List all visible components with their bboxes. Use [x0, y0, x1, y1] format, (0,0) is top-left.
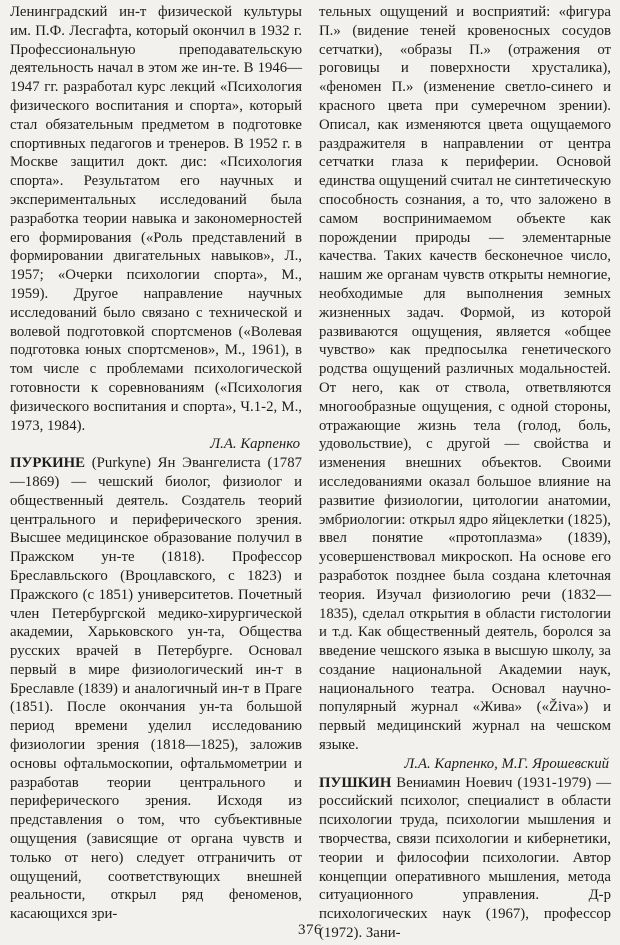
paragraph-continuation: Ленинградский ин-т физической культуры им. П.Ф. Лесгафта, который окончил в 1932 г. Профессиональную преподавательскую деятельность начал в этом же ин-те. В 1946—1947 гг. разработал курс лекций «Психология физического воспитания и спорта», который стал обязательным предметом в подготовке спортивных педагогов и тренеров. В 1952 г. в Москве защитил докт. дис: «Психология спорта». Результатом его научных и экспериментальных исследований была разработка теории навыка и закономерностей его формирования («Роль представлений в формировании двигательных навыков», Л., 1957; «Очерки психологии спорта», М., 1959). Другое направление научных исследований было связано с технической и волевой подготовкой спортсменов («Волевая подготовка юных спортсменов», М., 1961), в том числе с проблемами психологической готовности к соревнованиям («Психология физического воспитания и спорта», Ч.1-2, М., 1973, 1984).: [10, 4, 302, 434]
entry-body: Вениамин Ноевич (1931-1979) — российский психолог, специалист в области психологии труда, психологии мышления и творчества, связи психологии и кибернетики, теории и философии психологии. Автор концепции оперативного мышления, метода ситуационного управления. Д-р психологических наук (1967), профессор (1972). Зани-: [319, 774, 611, 942]
entry-headword: ПУРКИНЕ: [10, 455, 86, 472]
column-right: [319, 3, 611, 943]
entry-body: (Purkyne) Ян Эвангелиста (1787—1869) — чешский биолог, физиолог и общественный деятель. Создатель теорий центрального и периферического зрения. Высшее медицинское образование получил в Пражском ун-те (1818). Профессор Бреславльского (Вроцлавского, с 1823) и Пражского (с 1851) университетов. Почетный член Петербургской медико-хирургической академии, Харьковского ун-та, Общества русских врачей в Петербурге. Основал первый в мире физиологический ин-т в Бреславле (1839) и аналогичный ин-т в Праге (1851). После окончания ун-та большой период времени уделил исследованию физиологии зрения (1818—1825), заложив основы офтальмоскопии, офтальмометрии и разработав теории центрального и периферического зрения. Исходя из представления о том, что субъективные ощущения (зависящие от органа чувств и только от него) следует отграничить от ощущений, соответствующих внешней реальности, открыл ряд феноменов, касающихся зри-: [10, 455, 302, 923]
dictionary-entry-pushkin: [319, 774, 611, 943]
paragraph-continuation: тельных ощущений и восприятий: «фигура П.» (видение теней кровеносных сосудов сетчатки), «образы П.» (отражения от роговицы и поверхности хрусталика), «феномен П.» (изменение светло-синего и красного цвета при сумеречном зрении). Описал, как изменяются цвета ощущаемого раздражителя в направлении от центра сетчатки глаза к периферии. Основой единства ощущений считал не синтетическую способность сознания, а то, что заложено в самом воспринимаемом объекте как порождении природы — элементарные качества. Таких качеств бесконечное число, нашим же органам чувств открыты немногие, необходимые для выполнения земных жизненных задач. Формой, из которой развиваются ощущения, является «общее чувство» как предпосылка генетического родства ощущений различных модальностей. От него, как от ствола, ответвляются многообразные ощущения, с одной стороны, отражающие жизнь тела (голод, боль, удовольствие), с другой — свойства и изменения внешних объектов. Своими исследованиями оказал большое влияние на развитие физиологии, цитологии анатомии, эмбриологии: открыл ядро яйцеклетки (1825), ввел понятие «протоплазма» (1839), усовершенствовал микроскоп. На основе его разработок позднее была создана клеточная теория. Изучал физиологию речи (1832—1835), сделал открытия в области гистологии и т.д. Как общественный деятель, боролся за введение чешского языка в высшую школу, за создание национальной Академии наук, национального театра. Основал научно-популярный журнал «Жива» («Živa») и первый медицинский журнал на чешском языке.: [319, 4, 611, 754]
dictionary-entry-purkine: [10, 454, 302, 924]
author-signature: Л.А. Карпенко: [210, 436, 300, 453]
entry-headword: ПУШКИН: [319, 774, 392, 791]
author-signature: Л.А. Карпенко, М.Г. Ярошевский: [404, 755, 609, 772]
column-left: [10, 3, 302, 943]
page-number: 376: [298, 922, 322, 938]
